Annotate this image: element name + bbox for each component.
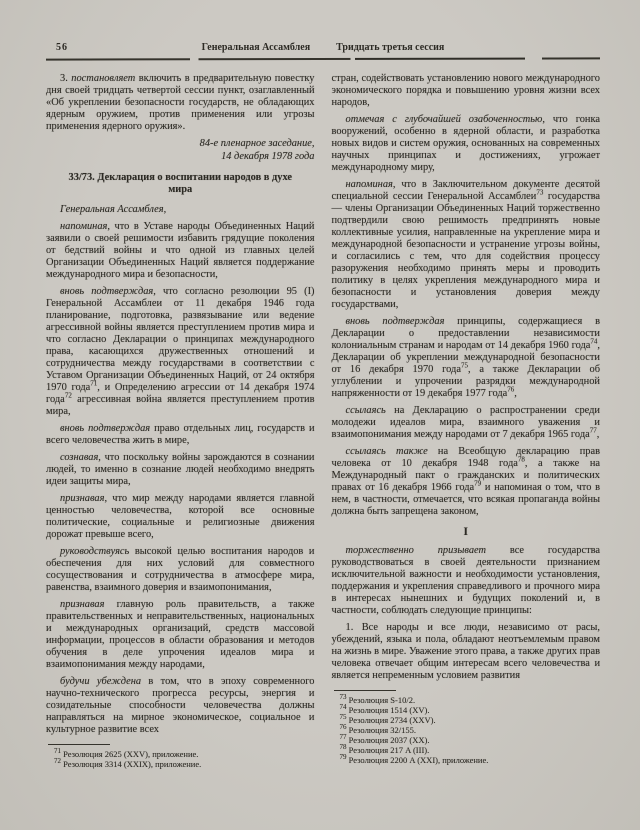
footnote-77: $^{77}$ Резолюция 2037 (XX). (339, 733, 430, 745)
footnote-rule (48, 744, 110, 745)
paragraph-preamble: признавая, что мир между народами является главной ценностью человечества, которой все основные политические, социальные и религиозные движения дорожат превыше всего, (46, 493, 315, 540)
meeting-signature-line2: 14 декабря 1978 года (221, 151, 315, 162)
paragraph-preamble: напоминая, что в Заключительном документе десятой специальной сессии Генеральной Ассамблеи$^{73}$ государства — члены Организации Объединенных Наций торжественно подтвердили свою решимость предпринять новые коллективные усилия, направленные на укрепление мира и международной безопасности и устранение угрозы войны, и согласились с тем, что для содействия процессу разоружения необходимо принять меры и проводить политику в целях укрепления международного мира и безопасности и установления доверия между государствами, (331, 179, 600, 310)
footnote-75: $^{75}$ Резолюция 2734 (XXV). (339, 713, 436, 725)
paragraph-continuation: стран, содействовать установлению нового международного экономического порядка и повышению уровня жизни всех народов, (331, 73, 600, 108)
meeting-signature-line1: 84-е пленарное заседание, (199, 138, 315, 149)
paragraph-preamble: напоминая, что в Уставе народы Объединенных Наций заявили о своей решимости избавить грядущие поколения от бедствий войны и что одной из главных целей Организации Объединенных Наций является поддержание международного мира и безопасности, (46, 221, 315, 280)
paragraph-preamble: вновь подтверждая, что согласно резолюции 95 (I) Генеральной Ассамблеи от 11 декабря 1946 года планирование, подготовка, развязывание или ведение агрессивной войны является преступлением против мира и что согласно Декларации о принципах международного права, касающихся дружественных отношений и сотрудничества между государствами в соответствии с Уставом Организации Объединенных Наций, от 24 октября 1970 года$^{71}$, и Определению агрессии от 14 декабря 1974 года$^{72}$ агрессивная война является преступлением против мира, (46, 286, 315, 417)
paragraph-preamble: руководствуясь высокой целью воспитания народов и обеспечения для них условий для совместного сосуществования и сотрудничества в атмосфере мира, равенства, взаимного доверия и взаимопонимания, (46, 546, 315, 593)
page-number: 56 (56, 42, 68, 53)
footnote-72: $^{72}$ Резолюция 3314 (XXIX), приложение. (54, 757, 202, 769)
section-heading: I (463, 526, 468, 538)
right-footnotes (332, 695, 601, 765)
resolution-heading: 33/73. Декларация о воспитании народов в духе мира (68, 172, 292, 195)
header-rule (46, 57, 600, 60)
paragraph-general-assembly: Генеральная Ассамблея, (60, 204, 167, 215)
right-column (332, 73, 601, 769)
left-footnotes (46, 749, 315, 769)
page-header (46, 40, 600, 55)
paragraph-preamble: сознавая, что поскольку войны зарождаются в сознании людей, то именно в сознание людей необходимо внедрять идеи защиты мира, (46, 452, 315, 487)
running-head (46, 42, 600, 53)
paragraph-preamble: признавая главную роль правительств, а также правительственных и неправительственных, национальных и международных организаций, средств массовой информации, процессов в области образования и методов обучения в деле упрочения идеалов мира и взаимопонимания между народами, (46, 599, 315, 670)
footnote-73: $^{73}$ Резолюция S-10/2. (339, 693, 416, 705)
paragraph-operative-3: 3. постановляет включить в предварительную повестку дня своей тридцать четвертой сессии пункт, озаглавленный «Об укреплении безопасности государств, не обладающих ядерным оружием, против применения или угрозы применения ядерного оружия». (46, 73, 315, 132)
footnote-76: $^{76}$ Резолюция 32/155. (339, 723, 417, 735)
paragraph-operative: торжественно призывает все государства руководствоваться в своей деятельности признанием исключительной важности и необходимости установления, поддержания и укрепления справедливого и прочного мира в интересах нынешних и будущих поколений и, в частности, соблюдать следующие принципы: (331, 545, 600, 616)
left-column (46, 73, 315, 769)
footnote-78: $^{78}$ Резолюция 217 A (III). (339, 743, 430, 755)
paragraph-preamble: будучи убеждена в том, что в эпоху современного научно-технического прогресса ресурсы, энергия и созидательные способности человечества должны направляться на мирное экономическое, социальное и культурное развитие всех (46, 676, 315, 735)
footnote-rule (334, 690, 396, 691)
footnote-74: $^{74}$ Резолюция 1514 (XV). (339, 703, 430, 715)
left-column-text (46, 73, 315, 736)
footnote-71: $^{71}$ Резолюция 2625 (XXV), приложение. (54, 747, 199, 759)
paragraph-preamble: отмечая с глубочайшей озабоченностью, что гонка вооружений, особенно в ядерной области, и разработка новых видов и систем оружия, основанных на современных научных принципах и достижениях, угрожает международному миру, (331, 114, 600, 173)
right-column-text (332, 73, 601, 682)
running-head-right: Тридцать третья сессия (336, 42, 445, 53)
paragraph-preamble: ссылаясь также на Всеобщую декларацию прав человека от 10 декабря 1948 года$^{78}$, а также на Международный пакт о гражданских и политических правах от 16 декабря 1966 года$^{79}$ и напоминая о том, что в нем, в частности, отмечается, что всякая пропаганда войны должна быть запрещена законом, (331, 446, 600, 517)
two-column-body (46, 73, 600, 769)
paragraph-preamble: ссылаясь на Декларацию о распространении среди молодежи идеалов мира, взаимного уважения и взаимопонимания между народами от 7 декабря 1965 года$^{77}$, (331, 405, 600, 440)
paragraph-principle-1: 1. Все народы и все люди, независимо от расы, убеждений, языка и пола, обладают неотъемлемым правом на жизнь в мире. Уважение этого права, а также других прав человека отвечает общим интересам всего человечества и является непременным условием развития (331, 622, 600, 681)
paragraph-preamble: вновь подтверждая принципы, содержащиеся в Декларации о предоставлении независимости колониальным странам и народам от 14 декабря 1960 года$^{74}$, Декларации об укреплении международной безопасности от 16 декабря 1970 года$^{75}$, а также Декларации об углублении и упрочении разрядки международной напряженности от 19 декабря 1977 года$^{76}$, (331, 316, 600, 399)
paragraph-preamble: вновь подтверждая право отдельных лиц, государств и всего человечества жить в мире, (46, 423, 315, 446)
running-head-left: Генеральная Ассамблея (201, 42, 311, 53)
footnote-79: $^{79}$ Резолюция 2200 A (XXI), приложение. (339, 753, 489, 765)
